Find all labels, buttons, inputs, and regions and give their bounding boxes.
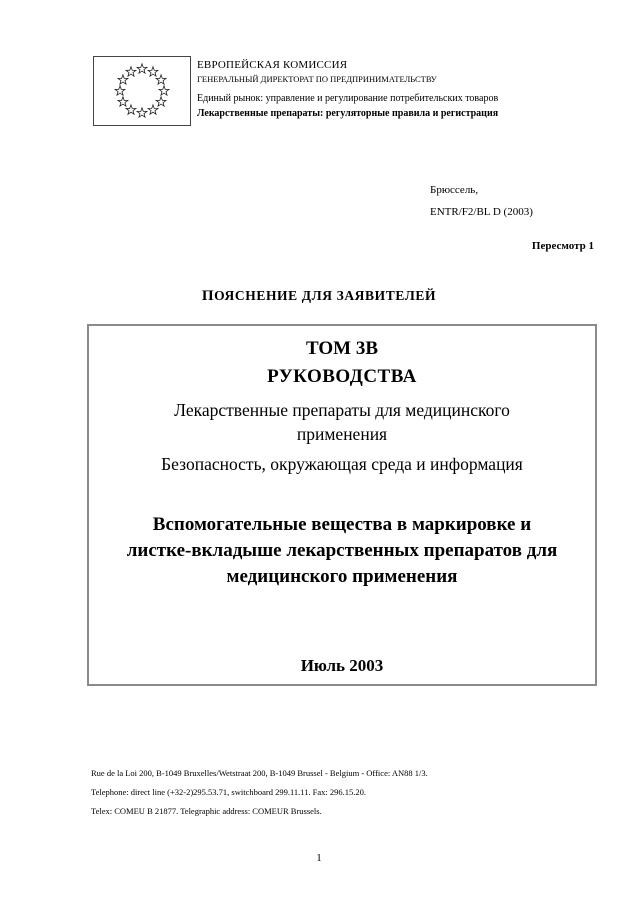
star-icon bbox=[148, 105, 158, 114]
star-icon bbox=[137, 108, 147, 117]
city: Брюссель, bbox=[430, 184, 479, 196]
directorate-name: ГЕНЕРАЛЬНЫЙ ДИРЕКТОРАТ ПО ПРЕДПРИНИМАТЕЛЬСТВУ bbox=[197, 74, 437, 84]
notice-heading bbox=[0, 288, 638, 305]
footer-address: Rue de la Loi 200, B-1049 Bruxelles/Wetstraat 200, B-1049 Brussel - Belgium - Office: AN88 1/3. bbox=[91, 768, 428, 778]
guides-title: РУКОВОДСТВА bbox=[267, 366, 417, 387]
star-icon bbox=[156, 97, 166, 106]
star-icon bbox=[115, 86, 125, 95]
eu-stars-icon bbox=[94, 57, 190, 125]
title-frame bbox=[87, 324, 597, 686]
star-icon bbox=[126, 67, 136, 76]
subject-line-2: применения bbox=[296, 424, 388, 444]
org-name: ЕВРОПЕЙСКАЯ КОМИССИЯ bbox=[197, 59, 348, 71]
eu-logo bbox=[93, 56, 191, 126]
document-reference: ENTR/F2/BL D (2003) bbox=[430, 206, 533, 218]
subject-line-1: Лекарственные препараты для медицинского bbox=[174, 400, 510, 420]
market-unit: Единый рынок: управление и регулирование потребительских товаров bbox=[197, 93, 499, 104]
star-icon bbox=[118, 75, 128, 84]
publication-date: Июль 2003 bbox=[300, 656, 384, 675]
subject-text bbox=[89, 398, 595, 446]
star-icon bbox=[126, 105, 136, 114]
revision-label: Пересмотр 1 bbox=[531, 240, 594, 252]
main-title bbox=[89, 512, 595, 590]
main-title-line-2: листке-вкладыше лекарственных препаратов для bbox=[126, 540, 558, 561]
footer-telephone: Telephone: direct line (+32-2)295.53.71, switchboard 299.11.11. Fax: 296.15.20. bbox=[91, 787, 367, 797]
main-title-line-3: медицинского применения bbox=[226, 566, 458, 587]
notice-first-letter: П bbox=[201, 288, 215, 304]
main-title-line-1: Вспомогательные вещества в маркировке и bbox=[152, 514, 532, 535]
star-icon bbox=[118, 97, 128, 106]
star-icon bbox=[137, 64, 147, 73]
star-icon bbox=[156, 75, 166, 84]
notice-rest: ОЯСНЕНИЕ ДЛЯ ЗАЯВИТЕЛЕЙ bbox=[214, 288, 437, 303]
volume-title: ТОМ 3В bbox=[305, 338, 379, 359]
page-number: 1 bbox=[316, 852, 322, 864]
star-icon bbox=[159, 86, 169, 95]
star-icon bbox=[148, 67, 158, 76]
regulatory-unit: Лекарственные препараты: регуляторные правила и регистрация bbox=[197, 108, 499, 119]
footer-telex: Telex: COMEU B 21877. Telegraphic address: COMEUR Brussels. bbox=[91, 806, 322, 816]
safety-text: Безопасность, окружающая среда и информация bbox=[161, 454, 523, 474]
